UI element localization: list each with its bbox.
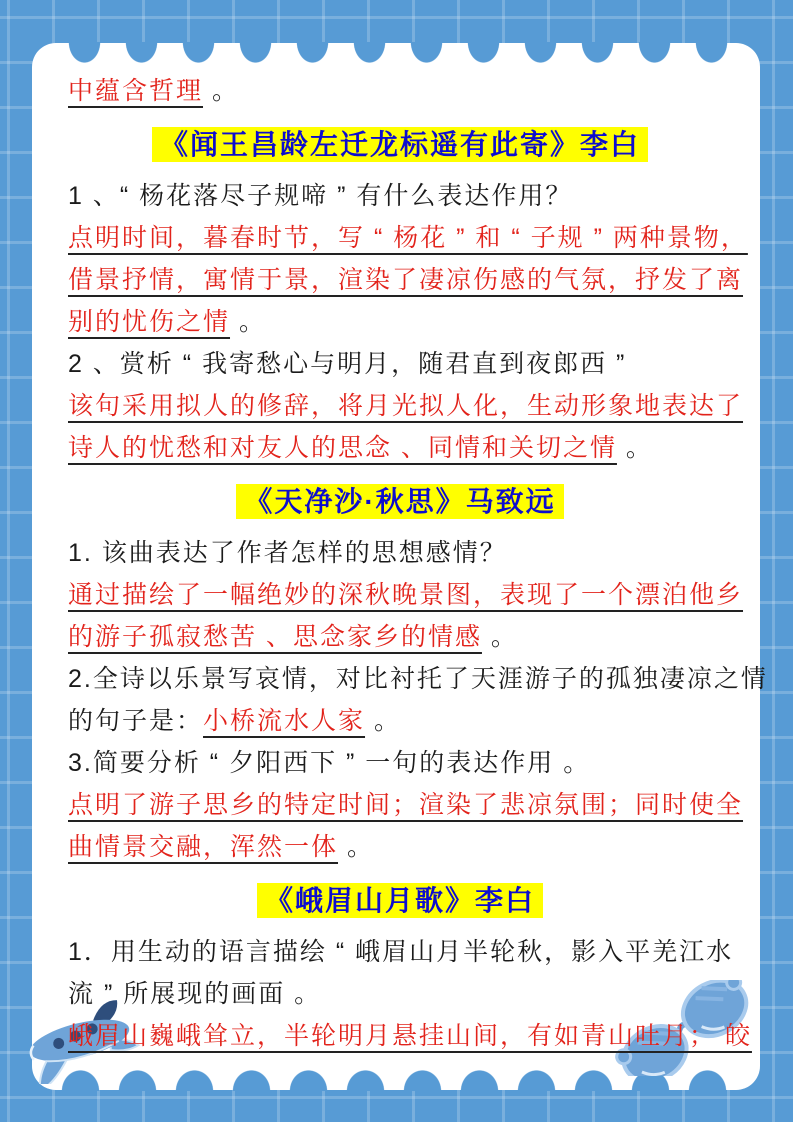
intro-line: [68, 70, 732, 112]
text-line: [68, 385, 744, 427]
question-text: 。: [616, 434, 653, 462]
question-text: 。: [365, 707, 401, 735]
section-title-row: [68, 123, 732, 168]
text-line: [68, 259, 744, 301]
text-line: [68, 616, 732, 658]
answer-text: 曲情景交融，浑然一体: [68, 833, 339, 861]
text-line: [68, 343, 732, 385]
section-title-highlight: 《天净沙·秋思》马致远: [236, 484, 563, 519]
text-line: [68, 427, 732, 469]
answer-text: 借景抒情，寓情于景，渲染了凄凉伤感的气氛，抒发了离: [68, 266, 744, 294]
section-title-row: [68, 879, 732, 924]
text-line: [68, 973, 732, 1015]
question-text: 3.简要分析 “ 夕阳西下 ” 一句的表达作用 。: [68, 749, 591, 777]
answer-text: 该句采用拟人的修辞，将月光拟人化，生动形象地表达了: [68, 392, 744, 420]
question-text: 1. 该曲表达了作者怎样的思想感情？: [68, 539, 507, 567]
question-text: 2 、赏析 “ 我寄愁心与明月，随君直到夜郎西 ”: [68, 350, 627, 378]
answer-text: 别的忧伤之情: [68, 308, 231, 336]
question-text: 。: [230, 308, 266, 336]
text-line: [68, 658, 768, 700]
text-line: [68, 301, 732, 343]
question-text: 。: [338, 833, 374, 861]
answer-text: 点明了游子思乡的特定时间；渲染了悲凉氛围；同时使全: [68, 791, 744, 819]
section-title-highlight: 《闻王昌龄左迁龙标遥有此寄》李白: [152, 127, 648, 162]
answer-text: 峨眉山巍峨耸立，半轮明月悬挂山间，有如青山吐月； 皎: [68, 1022, 752, 1050]
question-text: 的句子是：: [68, 707, 204, 735]
answer-text: 通过描绘了一幅绝妙的深秋晚景图，表现了一个漂泊他乡: [68, 581, 744, 609]
section-title-highlight: 《峨眉山月歌》李白: [257, 883, 543, 918]
question-text: 流 ” 所展现的画面 。: [68, 980, 322, 1008]
question-text: 。: [481, 623, 518, 651]
text-line: [68, 784, 744, 826]
answer-text: 诗人的忧愁和对友人的思念 、同情和关切之情: [68, 434, 617, 462]
answer-text: 的游子孤寂愁苦 、思念家乡的情感: [68, 623, 482, 651]
text-line: [68, 742, 732, 784]
text-line: [68, 574, 744, 616]
text-line: [68, 826, 732, 868]
answer-text: 点明时间，暮春时节，写 “ 杨花 ” 和 “ 子规 ” 两种景物，: [68, 224, 748, 252]
text-line: [68, 700, 732, 742]
content-area: [32, 43, 768, 1057]
text-line: [68, 532, 732, 574]
question-text: 。: [203, 77, 239, 105]
question-text: 1．用生动的语言描绘 “ 峨眉山月半轮秋，影入平羌江水: [68, 938, 734, 966]
text-line: [68, 217, 748, 259]
section-title-row: [68, 480, 732, 525]
text-line: [68, 1015, 752, 1057]
answer-text: 中蕴含哲理: [68, 77, 204, 105]
answer-text: 小桥流水人家: [203, 707, 366, 735]
text-line: [68, 931, 732, 973]
text-line: [68, 175, 732, 217]
question-text: 2.全诗以乐景写哀情，对比衬托了天涯游子的孤独凄凉之情: [68, 665, 768, 693]
question-text: 1 、“ 杨花落尽子规啼 ” 有什么表达作用？: [68, 182, 573, 210]
